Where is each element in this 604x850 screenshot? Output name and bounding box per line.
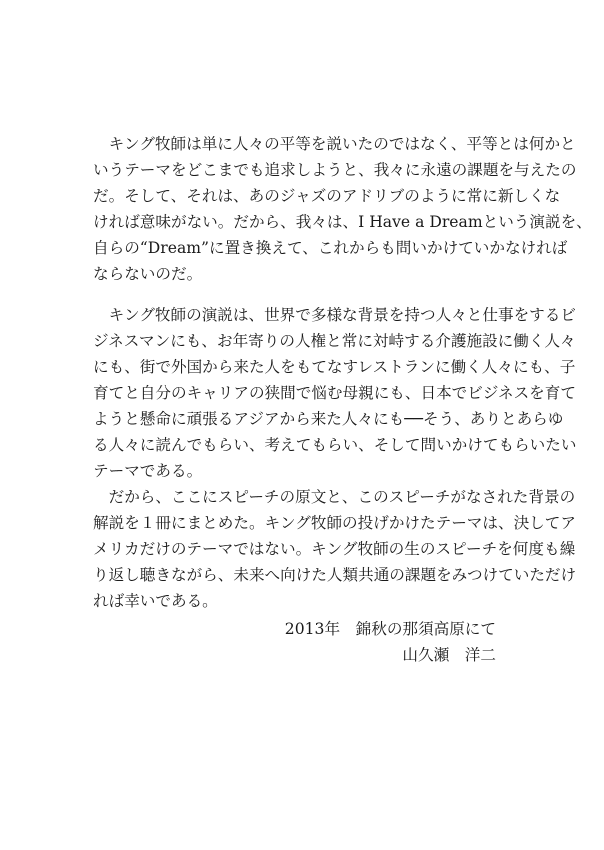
paragraph-line: だから、ここにスピーチの原文と、このスピーチがなされた背景の — [93, 488, 576, 506]
paragraph-2 — [93, 302, 577, 484]
paragraph-line: ジネスマンにも、お年寄りの人権と常に対峙する介護施設に働く人々 — [93, 332, 576, 350]
paragraph-line: にも、街で外国から来た人をもてなすレストランに働く人々にも、子 — [93, 358, 576, 376]
paragraph-line: ければ意味がない。だから、我々は、I Have a Dreamという演説を、 — [93, 213, 592, 231]
signature-date-place — [285, 616, 496, 642]
paragraph-line: ならないのだ。 — [93, 265, 203, 283]
signature-author-text: 山久瀬 洋二 — [402, 646, 496, 664]
paragraph-line: テーマである。 — [93, 462, 203, 480]
signature-date-text: 2013年 錦秋の那須高原にて — [284, 620, 496, 638]
paragraph-line: ようと懸命に頑張るアジアから来た人々にも──そう、ありとあらゆ — [93, 410, 564, 428]
paragraph-line: 解説を１冊にまとめた。キング牧師の投げかけたテーマは、決してア — [93, 514, 576, 532]
signature-author — [402, 642, 496, 668]
paragraph-line: いうテーマをどこまでも追求しようと、我々に永遠の課題を与えたの — [93, 161, 577, 179]
paragraph-line: だ。そして、それは、あのジャズのアドリブのように常に新しくな — [93, 187, 561, 205]
paragraph-line: 自らの“Dream”に置き換えて、これからも問いかけていかなければ — [93, 239, 568, 257]
paragraph-1 — [93, 131, 592, 287]
paragraph-line: キング牧師は単に人々の平等を説いたのではなく、平等とは何かと — [93, 135, 576, 153]
paragraph-line: れば幸いである。 — [93, 592, 218, 610]
paragraph-line: り返し聴きながら、未来へ向けた人類共通の課題をみつけていただけ — [93, 566, 577, 584]
paragraph-line: メリカだけのテーマではない。キング牧師の生のスピーチを何度も繰 — [93, 540, 576, 558]
paragraph-3 — [93, 484, 577, 614]
paragraph-line: キング牧師の演説は、世界で多様な背景を持つ人々と仕事をするビ — [93, 306, 576, 324]
paragraph-line: 育てと自分のキャリアの狭間で悩む母親にも、日本でビジネスを育て — [93, 384, 576, 402]
paragraph-line: る人々に読んでもらい、考えてもらい、そして問いかけてもらいたい — [93, 436, 577, 454]
